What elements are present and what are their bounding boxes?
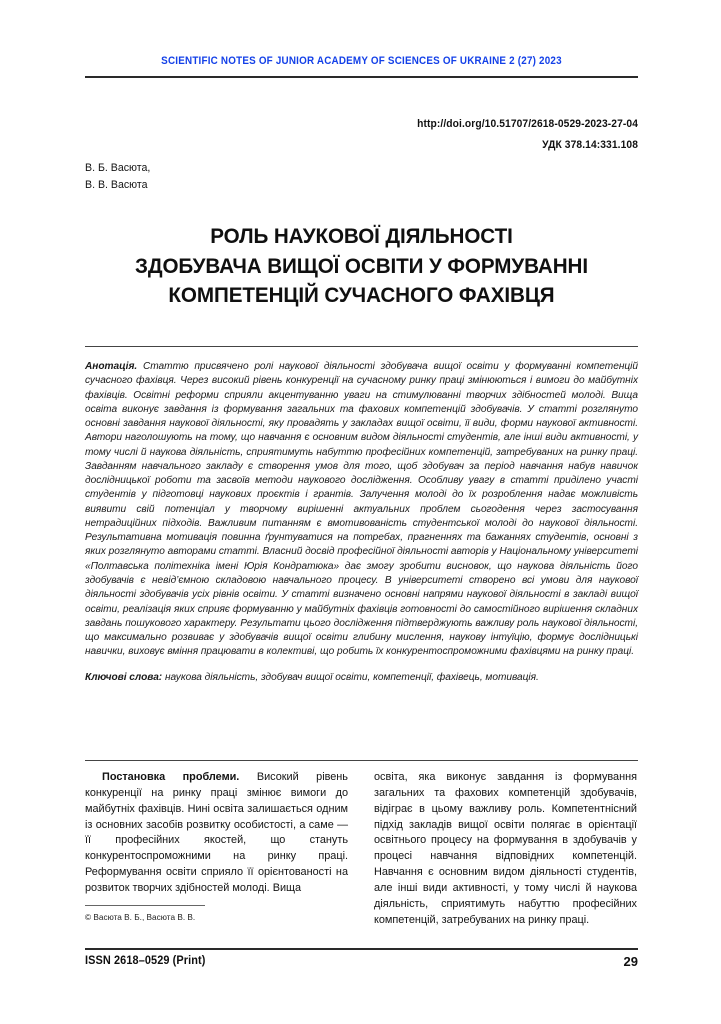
body-column-right	[374, 770, 637, 930]
keywords-text: наукова діяльність, здобувач вищої освіти, компетенції, фахівець, мотивація.	[164, 671, 539, 683]
keywords-label: Ключові слова:	[85, 671, 163, 683]
article-title-line-2: ЗДОБУВАЧА ВИЩОЇ ОСВІТИ У ФОРМУВАННІ	[135, 253, 588, 278]
abstract-label: Анотація.	[85, 361, 138, 372]
body-text-right: освіта, яка виконує завдання із формування загальних та фахових компетенцій здобувачів, відіграє в цьому важливу роль. Компетентнісний підхід закладів вищої освіти полягає в орієнтації освітнього процесу на формування в здобувачів у процесі навчання відповідних компетенцій. Навчання є основним видом діяльності студентів, але інші види активності, у тому числі й наукова діяльність, сприятимуть набуттю професійних компетенцій, затребуваних на ринку праці.	[374, 771, 637, 926]
abstract-block	[85, 360, 638, 685]
doi-link[interactable]: http://doi.org/10.51707/2618-0529-2023-27-04	[417, 118, 638, 130]
article-title-line-1: РОЛЬ НАУКОВОЇ ДІЯЛЬНОСТІ	[210, 224, 513, 248]
article-title	[85, 222, 638, 311]
page-number: 29	[623, 954, 638, 969]
footer-rule	[85, 948, 638, 950]
running-head: SCIENTIFIC NOTES OF JUNIOR ACADEMY OF SCIENCES OF UKRAINE 2 (27) 2023	[161, 55, 562, 67]
article-title-line-3: КОМПЕТЕНЦІЙ СУЧАСНОГО ФАХІВЦЯ	[168, 283, 555, 307]
copyright-notice: © Васюта В. Б., Васюта В. В.	[85, 912, 196, 922]
header-rule	[85, 76, 638, 78]
author-list	[85, 160, 150, 193]
author-name-1: В. Б. Васюта,	[85, 162, 151, 174]
columns-rule	[85, 760, 638, 761]
udc-code: УДК 378.14:331.108	[542, 139, 638, 151]
issn-label: ISSN 2618–0529 (Print)	[85, 955, 206, 967]
author-name-2: В. В. Васюта	[85, 178, 148, 191]
body-columns	[85, 770, 638, 930]
abstract-text: Статтю присвячено ролі наукової діяльності здобувача вищої освіти у формуванні компетенцій сучасного фахівця. Через високий рівень конкуренції на сучасному ринку праці змінюються і вимоги до майбутніх фахівців. Освітні реформи сприяли акцентуванню уваги на стимулюванні творчих здібностей молоді. Вища освіта виконує завдання із формування загальних та фахових компетенцій здобувачів. У статті розглянуто основні завдання наукової діяльності, яку провадять у закладах вищої освіти, її види, форми наукової активності. Автори наголошують на тому, що навчання є основним видом діяльності студентів, але інші види активності, у тому числі й наукова діяльність, сприятимуть набуттю професійних компетенцій, затребуваних на ринку праці. Завданням навчального закладу є створення умов для того, щоб здобувач за період навчання набув навичок дослідницької роботи та засвоїв методи наукового дослідження. Особливу увагу в статті приділено участі студентів у підготовці наукових проєктів і грантів. Залучення молоді до їх розроблення надає можливість виявити свій потенціал у творчому вирішенні актуальних проблем сьогодення через застосування нетрадиційних підходів. Важливим питанням є вмотивованість студентської молоді до наукової діяльності. Результативна мотивація повинна ґрунтуватися на потребах, прагненнях та бажаннях студентів, основні з яких розглянуто авторами статті. Власний досвід професійної діяльності авторів у Національному університеті «Полтавська політехніка імені Юрія Кондратюка» дає змогу зробити висновок, що наукова діяльність його здобувачів є невід’ємною складовою навчального процесу. В університеті створено всі умови для наукової діяльності здобувачів усіх рівнів освіти. У статті визначено основні напрями наукової діяльності в закладі вищої освіти, реалізація яких сприяє формуванню у майбутніх фахівців готовності до самостійного вирішення складних завдань пошукового характеру. Результати цього дослідження підтверджують важливу роль наукової діяльності, що максимально розвиває у здобувачів вищої освіти глибину мислення, наукову інтуїцію, формує дослідницькі навички, виховує вміння працювати в колективі, що робить їх конкурентоспроможними фахівцями на ринку праці.	[85, 361, 638, 658]
body-text-left: Високий рівень конкуренції на ринку праці змінює вимоги до майбутніх фахівців. Нині освіта залишається одним із основних засобів розвитку особистості, а саме — її професійних якостей, що стануть конкурентоспроможними на ринку праці. Реформування освіти сприяло її орієнтованості на розвиток творчих здібностей молоді. Вища	[85, 771, 348, 894]
section-heading-problem: Постановка проблеми.	[102, 771, 240, 783]
copyright-rule	[85, 905, 205, 906]
body-column-left	[85, 770, 348, 930]
identifier-block	[85, 118, 638, 151]
title-rule	[85, 346, 638, 347]
